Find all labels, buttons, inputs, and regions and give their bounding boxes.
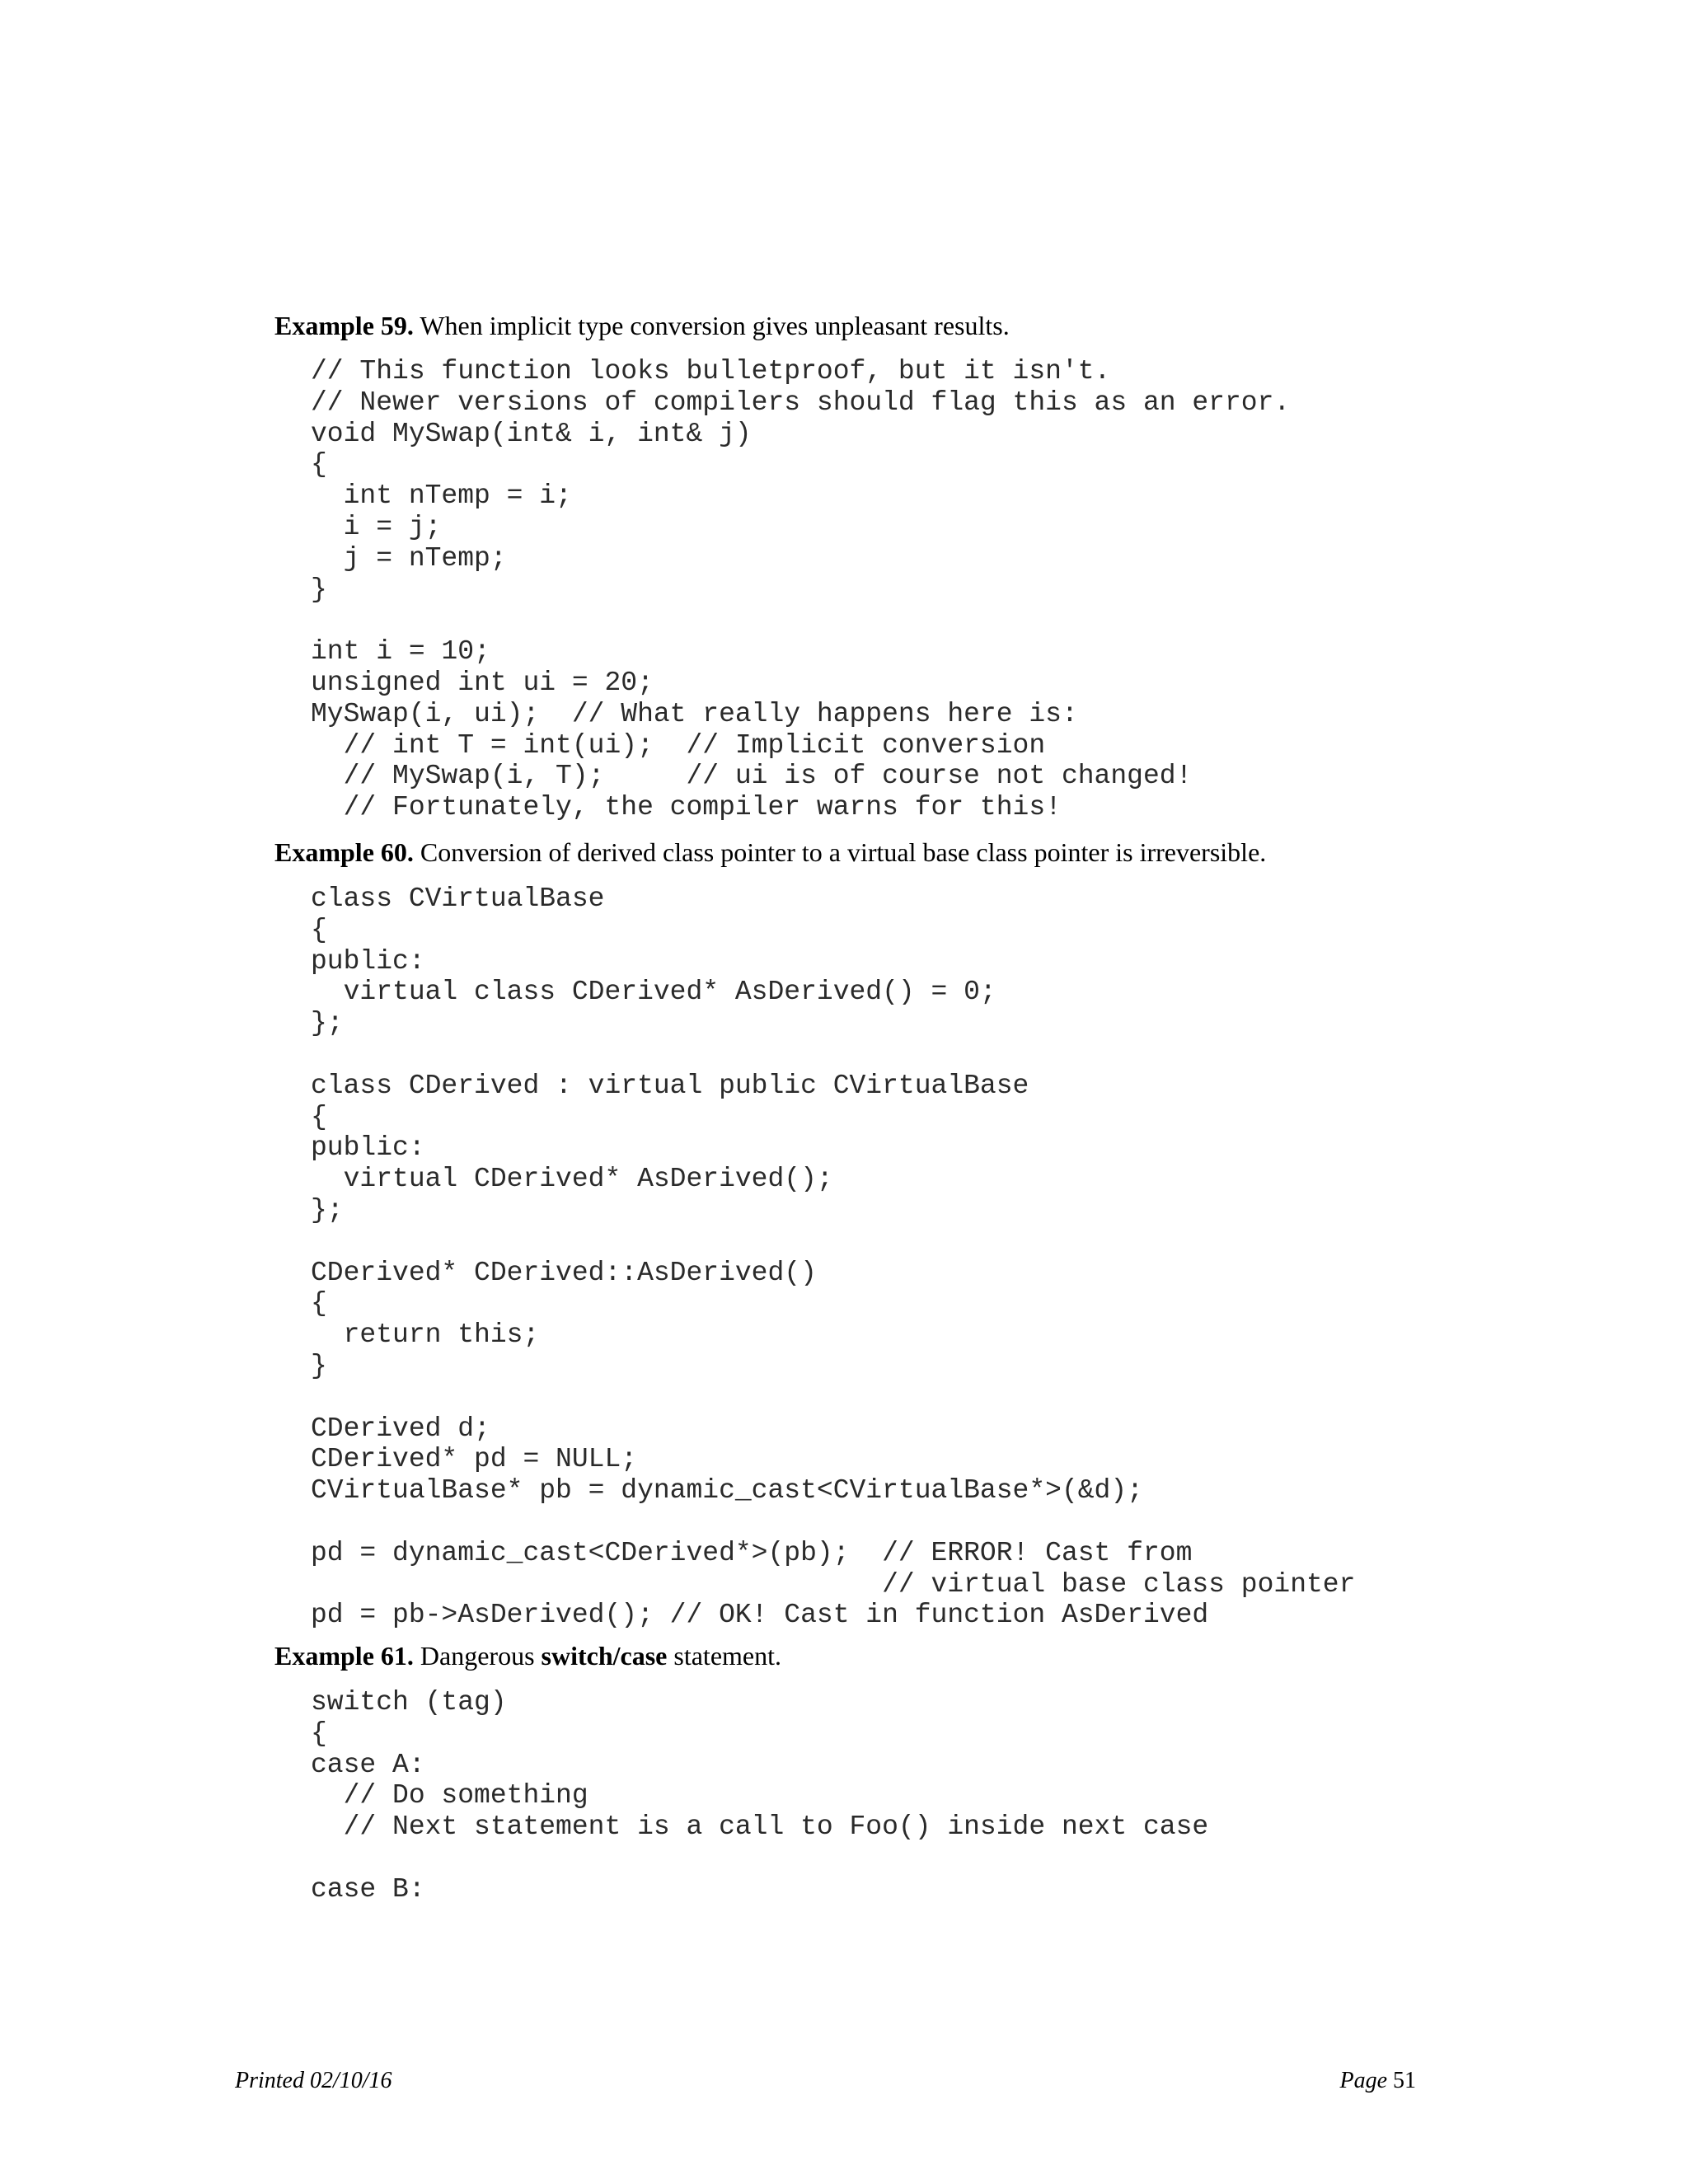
code-line — [311, 1843, 1208, 1874]
code-line: case A: — [311, 1749, 425, 1780]
code-line — [311, 605, 1290, 636]
code-line: MySwap(i, ui); // What really happens here is: — [311, 698, 1078, 729]
code-line: i = j; — [311, 511, 442, 542]
code-line: { — [311, 1288, 327, 1319]
code-line: pd = dynamic_cast<CDerived*>(pb); // ERROR! Cast from — [311, 1537, 1193, 1568]
page-number — [1339, 2067, 1416, 2095]
page-label: Page — [1339, 2068, 1387, 2093]
code-line: case B: — [311, 1873, 425, 1905]
code-line: CVirtualBase* pb = dynamic_cast<CVirtualBase*>(&d); — [311, 1475, 1143, 1507]
code-line: // This function looks bulletproof, but it isn't. — [311, 356, 1111, 387]
example-59-caption: When implicit type conversion gives unpleasant results. — [420, 311, 1010, 340]
code-line: { — [311, 449, 327, 480]
example-61-caption-after: statement. — [667, 1641, 781, 1671]
code-line: virtual class CDerived* AsDerived() = 0; — [311, 977, 996, 1008]
code-line: return this; — [311, 1319, 540, 1351]
code-line: }; — [311, 1008, 344, 1039]
code-line: void MySwap(int& i, int& j) — [311, 418, 752, 449]
example-59-heading — [274, 309, 1010, 342]
code-line: // Fortunately, the compiler warns for this! — [311, 792, 1062, 823]
example-61-label: Example 61. — [274, 1641, 414, 1671]
example-61-caption-keyword-switch: switch — [541, 1641, 613, 1671]
code-line: // Next statement is a call to Foo() inside next case — [311, 1811, 1209, 1843]
code-line: // int T = int(ui); // Implicit conversion — [311, 729, 1046, 761]
page-number-value: 51 — [1393, 2068, 1416, 2093]
example-59-code — [311, 356, 1290, 823]
example-60-label: Example 60. — [274, 837, 414, 867]
code-line: { — [311, 914, 327, 945]
code-line: virtual CDerived* AsDerived(); — [311, 1164, 833, 1195]
code-line — [311, 1507, 1355, 1538]
example-61-heading — [274, 1639, 781, 1672]
code-line — [311, 1382, 1355, 1413]
example-60-heading — [274, 836, 1266, 869]
code-line: { — [311, 1101, 327, 1132]
example-60-caption: Conversion of derived class pointer to a virtual base class pointer is irreversible. — [420, 837, 1267, 867]
code-line: // virtual base class pointer — [311, 1568, 1356, 1600]
example-61-caption-before: Dangerous — [420, 1641, 542, 1671]
code-line: }; — [311, 1194, 344, 1226]
code-line: public: — [311, 1132, 425, 1164]
code-line — [311, 1226, 1355, 1258]
code-line: int i = 10; — [311, 636, 490, 668]
code-line: unsigned int ui = 20; — [311, 667, 654, 698]
code-line: public: — [311, 945, 425, 977]
example-61-caption-slash: / — [612, 1641, 621, 1671]
code-line: // Newer versions of compilers should flag this as an error. — [311, 387, 1291, 418]
code-line: CDerived* pd = NULL; — [311, 1444, 638, 1475]
code-line — [311, 1039, 1355, 1071]
code-line: class CDerived : virtual public CVirtualBase — [311, 1070, 1029, 1101]
code-line: CDerived d; — [311, 1413, 490, 1444]
code-line: j = nTemp; — [311, 542, 507, 574]
code-line: } — [311, 1350, 327, 1381]
code-line: // MySwap(i, T); // ui is of course not changed! — [311, 761, 1193, 792]
example-61-caption-keyword-case: case — [620, 1641, 668, 1671]
example-60-code — [311, 883, 1355, 1631]
code-line: class CVirtualBase — [311, 883, 605, 914]
printed-date: Printed 02/10/16 — [235, 2068, 392, 2093]
code-line: switch (tag) — [311, 1687, 507, 1718]
code-line: { — [311, 1718, 327, 1749]
code-line: // Do something — [311, 1780, 588, 1811]
code-line: pd = pb->AsDerived(); // OK! Cast in function AsDerived — [311, 1600, 1209, 1631]
example-59-label: Example 59. — [274, 311, 414, 340]
example-61-code — [311, 1687, 1208, 1905]
code-line: CDerived* CDerived::AsDerived() — [311, 1257, 817, 1288]
code-line: int nTemp = i; — [311, 480, 572, 512]
code-line: } — [311, 574, 327, 605]
